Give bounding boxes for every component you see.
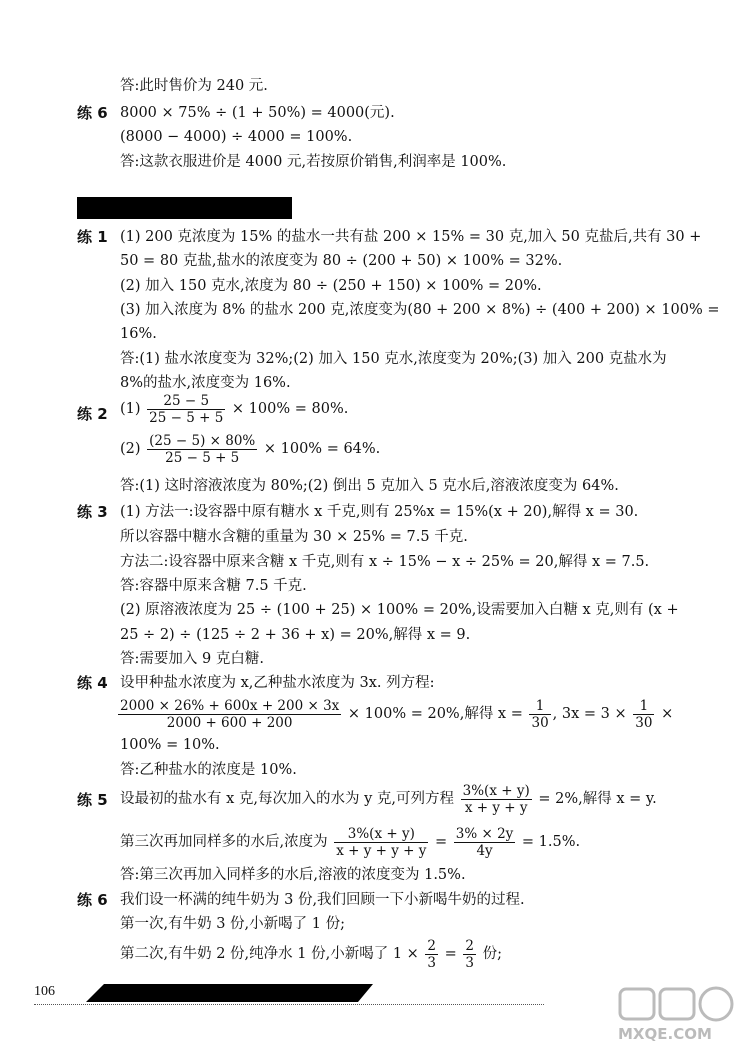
answer-line: 答:(1) 这时溶液浓度为 80%;(2) 倒出 5 克加入 5 克水后,溶液浓度变为 64%.: [120, 478, 619, 494]
text-line: 方法二:设容器中原来含糖 x 千克,则有 x ÷ 15% − x ÷ 25% = 20,解得 x = 7.5.: [120, 554, 650, 570]
answer-line: 答:(1) 盐水浓度变为 32%;(2) 加入 150 克水,浓度变为 20%;(3) 加入 200 克盐水为: [120, 351, 667, 367]
text-line: (2) 原溶液浓度为 25 ÷ (100 + 25) × 100% = 20%,设需要加入白糖 x 克,则有 (x +: [120, 602, 679, 618]
formula-line: $\frac{2000 \times 26\% + 600x + 200 \times 3x}{2000 + 600 + 200}$ × 100% = 20%,解得 x = $\frac{1}{30}$ , 3x = 3 × $\frac{1}{30}$ ×: [120, 697, 674, 731]
exercise-label: 练 5: [77, 791, 108, 809]
answer-line: 答:容器中原来含糖 7.5 千克.: [120, 578, 307, 594]
footer-dotted-line: [34, 1004, 544, 1005]
fraction: $\frac{3\%(x + y)}{x + y + y}$: [462, 782, 530, 816]
exercise-label: 练 6: [77, 891, 108, 909]
answer-line: 答:第三次再加入同样多的水后,溶液的浓度变为 1.5%.: [120, 867, 466, 883]
fraction: $\frac{3\%(x + y)}{x + y + y + y}$: [336, 825, 427, 859]
svg-text:MXQE.COM: MXQE.COM: [618, 1025, 712, 1043]
watermark-logo: [612, 985, 742, 1045]
text-line: 25 ÷ 2) ÷ (125 ÷ 2 + 36 + x) = 20%,解得 x = 9.: [120, 627, 471, 643]
part-number: (2): [120, 441, 141, 457]
text-line: 所以容器中糖水含糖的重量为 30 × 25% = 7.5 千克.: [120, 529, 468, 545]
footer-decoration: [68, 982, 378, 1004]
fraction: $\frac{3\% \times 2y}{4y}$: [455, 825, 514, 859]
answer-line: 答:这款衣服进价是 4000 元,若按原价销售,利润率是 100%.: [120, 154, 507, 170]
text-line: 设甲种盐水浓度为 x,乙种盐水浓度为 3x. 列方程:: [120, 675, 435, 691]
formula-line: (2) $\frac{(25 - 5) \times 80\%}{25 - 5 + 5}$ × 100% = 64%.: [120, 432, 381, 466]
part-number: (1): [120, 401, 141, 417]
fraction: $\frac{2000 \times 26\% + 600x + 200 \times 3x}{2000 + 600 + 200}$: [120, 697, 340, 731]
text-line: 100% = 10%.: [120, 737, 220, 753]
answer-line: 答:需要加入 9 克白糖.: [120, 651, 264, 667]
text-line: 50 = 80 克盐,盐水的浓度变为 80 ÷ (200 + 50) × 100% = 32%.: [120, 253, 563, 269]
text-line: (2) 加入 150 克水,浓度为 80 ÷ (250 + 150) × 100% = 20%.: [120, 278, 542, 294]
text-line: (8000 − 4000) ÷ 4000 = 100%.: [120, 129, 353, 145]
fraction: $\frac{25 - 5}{25 - 5 + 5}$: [149, 392, 224, 426]
section-header-bar: [77, 197, 292, 219]
exercise-label: 练 4: [77, 674, 108, 692]
formula-line: 设最初的盐水有 x 克,每次加入的水为 y 克,可列方程 $\frac{3\%(x + y)}{x + y + y}$ = 2%,解得 x = y.: [120, 782, 657, 816]
fraction: $\frac{2}{3}$: [427, 937, 437, 971]
text-line: 8000 × 75% ÷ (1 + 50%) = 4000(元).: [120, 105, 395, 121]
text-line: (1) 方法一:设容器中原有糖水 x 千克,则有 25%x = 15%(x + 20),解得 x = 30.: [120, 504, 639, 520]
answer-line: 答:乙种盐水的浓度是 10%.: [120, 762, 297, 778]
page-number: 106: [34, 984, 55, 999]
text-line: 第一次,有牛奶 3 份,小新喝了 1 份;: [120, 916, 345, 932]
exercise-label: 练 3: [77, 503, 108, 521]
fraction: $\frac{1}{30}$: [531, 697, 549, 731]
exercise-label: 练 2: [77, 405, 108, 423]
fraction: $\frac{1}{30}$: [635, 697, 653, 731]
formula-line: 第三次再加同样多的水后,浓度为 $\frac{3\%(x + y)}{x + y + y + y}$ = $\frac{3\% \times 2y}{4y}$ = 1.5%.: [120, 825, 581, 859]
formula-line: 第二次,有牛奶 2 份,纯净水 1 份,小新喝了 1 × $\frac{2}{3}$ = $\frac{2}{3}$ 份;: [120, 937, 502, 971]
text-line: 我们设一杯满的纯牛奶为 3 份,我们回顾一下小新喝牛奶的过程.: [120, 892, 525, 908]
answer-line: 8%的盐水,浓度变为 16%.: [120, 375, 291, 391]
fraction: $\frac{(25 - 5) \times 80\%}{25 - 5 + 5}$: [149, 432, 256, 466]
text-line: (3) 加入浓度为 8% 的盐水 200 克,浓度变为(80 + 200 × 8%) ÷ (400 + 200) × 100% =: [120, 302, 720, 318]
text-line: (1) 200 克浓度为 15% 的盐水一共有盐 200 × 15% = 30 克,加入 50 克盐后,共有 30 +: [120, 229, 702, 245]
formula-line: (1) $\frac{25 - 5}{25 - 5 + 5}$ × 100% = 80%.: [120, 392, 349, 426]
exercise-label: 练 6: [77, 104, 108, 122]
text-line: 16%.: [120, 326, 157, 342]
fraction: $\frac{2}{3}$: [465, 937, 474, 971]
answer-line: 答:此时售价为 240 元.: [120, 78, 268, 94]
exercise-label: 练 1: [77, 228, 108, 246]
